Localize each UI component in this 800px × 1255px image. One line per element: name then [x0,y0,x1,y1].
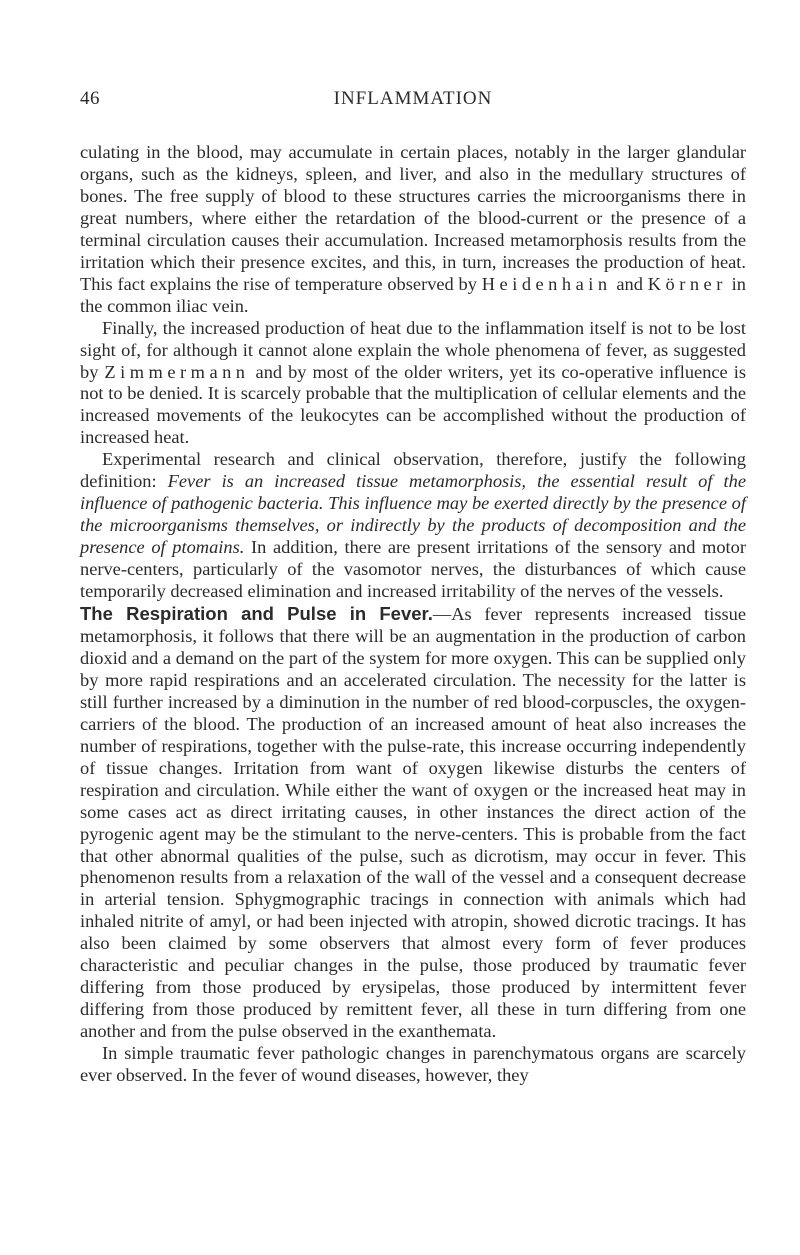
paragraph-text: Experimental research and clinical observation, therefore, justify the following definition: [80,449,746,492]
paragraph [80,603,746,1043]
book-page [80,0,746,1255]
paragraph [80,449,746,603]
author-name-zimmermann: Zimmermann [104,361,250,382]
fever-definition: Fever is an increased tissue metamorphosis, the essential result of the influence of pathogenic bacteria. This influence may be exerted directly by the presence of the microorganisms themselves, or indirectly by the products of decomposition and the presence of ptomains. [80,471,746,558]
author-name-heidenhain: Heidenhain [481,273,612,294]
paragraph-continued [80,142,746,318]
author-name-korner: Körner [647,273,727,294]
paragraph-text: and [616,273,643,294]
paragraph-text: Finally, the increased production of heat due to the inflammation itself is not to be lost sight of, for although it cannot alone explain the whole phenomena of fever, as suggested by [80,317,746,382]
paragraph-text: In addition, there are present irritations of the sensory and motor nerve-centers, particularly of the vasomotor nerves, the disturbances of which cause temporarily decreased elimination and increased irritability of the nerves of the vessels. [80,537,746,602]
section-heading: The Respiration and Pulse in Fever. [80,603,433,625]
body-text [80,142,746,1087]
paragraph-text: culating in the blood, may accumulate in certain places, notably in the larger glandular organs, such as the kidneys, spleen, and liver, and also in the medullary structures of bones. The free supply of blood to these structures carries the microorganisms there in great numbers, where either the retardation of the blood-current or the presence of a terminal circulation causes their accumulation. Increased metamorphosis results from the irritation which their presence excites, and this, in turn, increases the production of heat. This fact explains the rise of temperature observed by [80,142,746,294]
paragraph-text: In simple traumatic fever pathologic changes in parenchymatous organs are scarcely ever observed. In the fever of wound diseases, however, they [80,1043,746,1086]
paragraph-text: and by most of the older writers, yet its co-operative influence is not to be denied. It is scarcely probable that the multiplication of cellular elements and the increased movements of the leukocytes can be accomplished without the production of increased heat. [80,361,746,448]
running-header [80,88,746,112]
paragraph-text: in the common iliac vein. [80,273,746,316]
paragraph [80,1043,746,1087]
paragraph [80,318,746,450]
running-title: INFLAMMATION [333,88,493,109]
paragraph-text: —As fever represents increased tissue metamorphosis, it follows that there will be an augmentation in the production of carbon dioxid and a demand on the part of the system for more oxygen. This can be supplied only by more rapid respirations and an accelerated circulation. The necessity for the latter is still further increased by a diminution in the number of red blood-corpuscles, the oxygen-carriers of the blood. The production of an increased amount of heat also increases the number of respirations, together with the pulse-rate, this increase occurring independently of tissue changes. Irritation from want of oxygen likewise disturbs the centers of respiration and circulation. While either the want of oxygen or the increased heat may in some cases act as direct irritating causes, in other instances the direct action of the pyrogenic agent may be the stimulant to the nerve-centers. This is probable from the fact that other abnormal qualities of the pulse, such as dicrotism, may occur in fever. This phenomenon results from a relaxation of the wall of the vessel and a consequent decrease in arterial tension. Sphygmographic tracings in connection with animals which had inhaled nitrite of amyl, or had been injected with atropin, showed dicrotic tracings. It has also been claimed by some observers that almost every form of fever produces characteristic and peculiar changes in the pulse, those produced by traumatic fever differing from those produced by erysipelas, those produced by intermittent fever differing from those produced by remittent fever, all these in turn differing from one another and from the pulse observed in the exanthemata. [80,604,747,1042]
page-number: 46 [80,88,100,109]
